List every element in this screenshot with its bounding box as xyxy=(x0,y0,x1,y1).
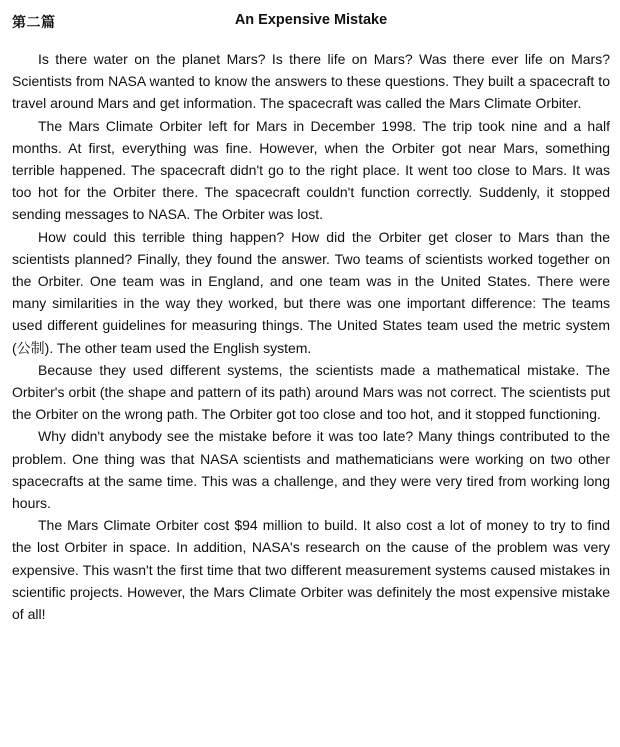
paragraph-6: The Mars Climate Orbiter cost $94 million to build. It also cost a lot of money to try to find the lost Orbiter in space. In addition, NASA's research on the cause of the problem was very expensive. This wasn't the first time that two different measurement systems caused mistakes in scientific projects. However, the Mars Climate Orbiter was definitely the most expensive mistake of all! xyxy=(12,517,610,623)
paragraph-4: Because they used different systems, the scientists made a mathematical mistake. The Orbiter's orbit (the shape and pattern of its path) around Mars was not correct. The scientists put the Orbiter on the wrong path. The Orbiter got too close and too hot, and it stopped functioning. xyxy=(12,361,610,423)
page-title: An Expensive Mistake xyxy=(234,12,388,28)
paragraph-2: The Mars Climate Orbiter left for Mars in December 1998. The trip took nine and a half months. At first, everything was fine. However, when the Orbiter got near Mars, something terrible happened. The spacecraft didn't go to the right place. It went too close to Mars. It was too hot for the Orbiter there. The spacecraft couldn't function correctly. Suddenly, it stopped sending messages to NASA. The Orbiter was lost. xyxy=(12,117,610,223)
document-header xyxy=(12,10,610,34)
article-body xyxy=(12,48,610,625)
paragraph-1: Is there water on the planet Mars? Is there life on Mars? Was there ever life on Mars? Scientists from NASA wanted to know the answers to these questions. They built a spacecraft to travel around Mars and get information. The spacecraft was called the Mars Climate Orbiter. xyxy=(12,51,610,112)
part-label: 第二篇 xyxy=(12,15,56,31)
paragraph-5: Why didn't anybody see the mistake before it was too late? Many things contributed to the problem. One thing was that NASA scientists and mathematicians were working on two other spacecrafts at the same time. This was a challenge, and they were very tired from working long hours. xyxy=(12,428,610,512)
paragraph-3: How could this terrible thing happen? How did the Orbiter get closer to Mars than the scientists planned? Finally, they found the answer. Two teams of scientists worked together on the Orbiter. One team was in England, and one team was in the United States. There were many similarities in the way they worked, but there was one important difference: The teams used different guidelines for measuring things. The United States team used the metric system (公制). The other team used the English system. xyxy=(12,228,610,356)
